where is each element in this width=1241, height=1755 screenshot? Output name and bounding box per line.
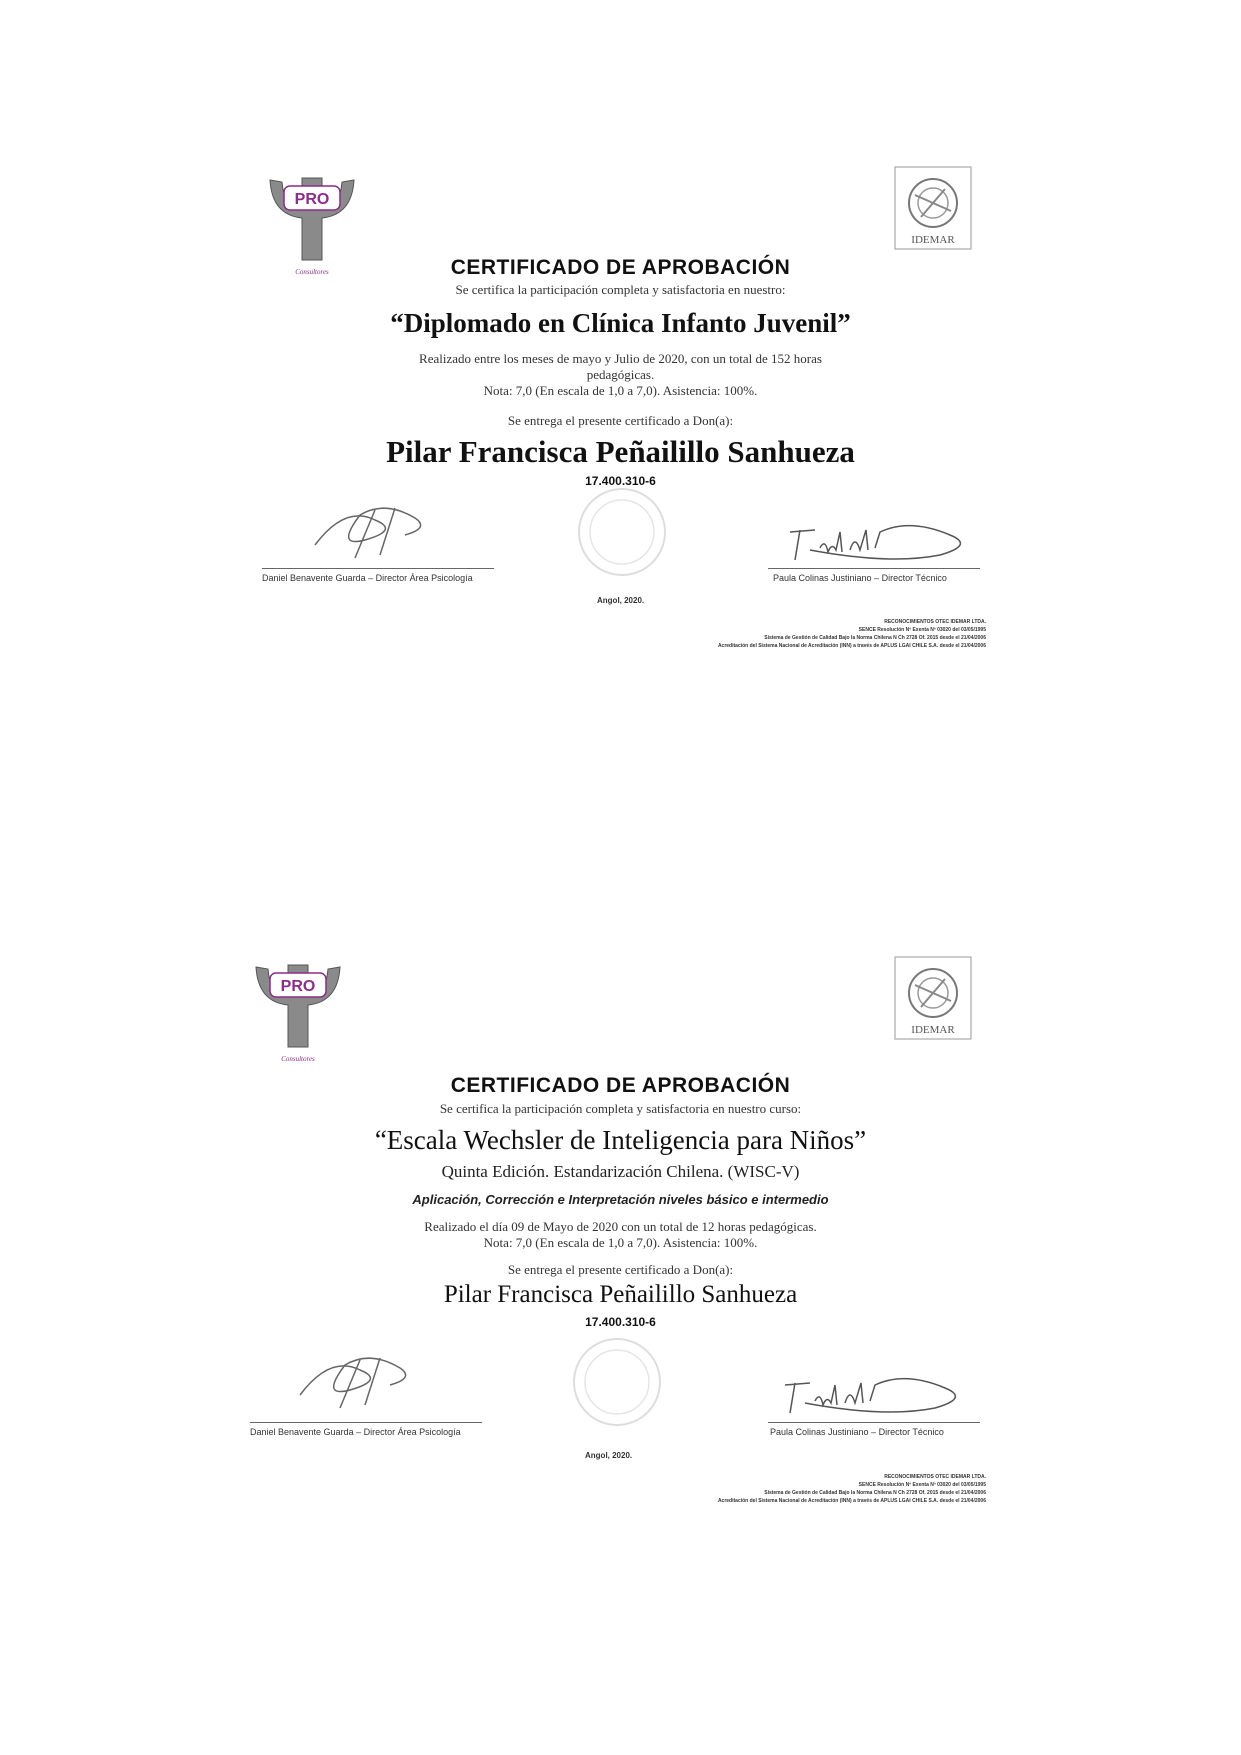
course-detail: Realizado el día 09 de Mayo de 2020 con un total de 12 horas pedagógicas. [424, 1219, 817, 1234]
accreditation-block [386, 1473, 986, 1505]
course-detail-cont: pedagógicas. [586, 367, 655, 382]
recipient-name: Pilar Francisca Peñailillo Sanhueza [386, 434, 855, 469]
accreditation-line: RECONOCIMIENTOS OTEC IDEMAR LTDA. [884, 619, 986, 625]
signer-right-label: Paula Colinas Justiniano – Director Técnico [770, 1427, 944, 1437]
faded-stamp [570, 1335, 664, 1429]
faded-stamp [575, 485, 669, 579]
svg-text:PRO: PRO [294, 191, 330, 208]
accreditation-line: Acreditación del Sistema Nacional de Acreditación (INN) a través de APLUS LGAI CHILE S.A. desde el 21/04/2006 [717, 1498, 986, 1504]
signature-left [305, 500, 445, 560]
recipient-rut: 17.400.310-6 [585, 1315, 656, 1329]
certificate-intro: Se certifica la participación completa y satisfactoria en nuestro: [455, 282, 786, 297]
signer-right-label: Paula Colinas Justiniano – Director Técnico [773, 573, 947, 583]
delivery-text: Se entrega el presente certificado a Don(a): [507, 413, 734, 428]
certificate-diplomado [0, 170, 1241, 740]
accreditation-line: Sistema de Gestión de Calidad Bajo la Norma Chilena N Ch 2728 Of. 2015 desde el 21/04/2006 [764, 635, 986, 641]
accreditation-line: Acreditación del Sistema Nacional de Acreditación (INN) a través de APLUS LGAI CHILE S.A. desde el 21/04/2006 [717, 643, 986, 649]
course-title: “Escala Wechsler de Inteligencia para Niños” [374, 1125, 867, 1155]
svg-text:Consultores: Consultores [295, 268, 329, 276]
place-date: Angol, 2020. [597, 596, 645, 605]
svg-text:PRO: PRO [280, 978, 316, 995]
recipient-rut: 17.400.310-6 [585, 474, 656, 488]
signer-left-label: Daniel Benavente Guarda – Director Área Psicología [250, 1427, 461, 1437]
grade-text: Nota: 7,0 (En escala de 1,0 a 7,0). Asistencia: 100%. [483, 1235, 758, 1250]
accreditation-line: Sistema de Gestión de Calidad Bajo la Norma Chilena N Ch 2728 Of. 2015 desde el 21/04/2006 [764, 1490, 986, 1496]
idemar-logo [893, 955, 973, 1055]
signature-line-left [250, 1422, 482, 1423]
place-date: Angol, 2020. [585, 1451, 633, 1460]
signature-right [770, 520, 980, 570]
signature-line-right [768, 1422, 980, 1423]
course-edition: Quinta Edición. Estandarización Chilena. (WISC-V) [441, 1162, 800, 1181]
signature-line-right [768, 568, 980, 569]
signature-line-left [262, 568, 494, 569]
signer-left-label: Daniel Benavente Guarda – Director Área Psicología [262, 573, 473, 583]
delivery-text: Se entrega el presente certificado a Don(a): [507, 1262, 734, 1277]
course-scope: Aplicación, Corrección e Interpretación niveles básico e intermedio [412, 1192, 829, 1207]
certificate-wisc [0, 965, 1241, 1565]
certificate-title: CERTIFICADO DE APROBACIÓN [450, 1074, 791, 1097]
grade-text: Nota: 7,0 (En escala de 1,0 a 7,0). Asistencia: 100%. [483, 383, 758, 398]
svg-text:IDEMAR: IDEMAR [911, 1024, 955, 1036]
signature-right [765, 1373, 975, 1423]
course-detail: Realizado entre los meses de mayo y Julio de 2020, con un total de 152 horas [419, 351, 822, 366]
signature-left [290, 1350, 430, 1410]
idemar-logo [893, 165, 973, 265]
certificate-intro: Se certifica la participación completa y satisfactoria en nuestro curso: [439, 1101, 802, 1116]
course-title: “Diplomado en Clínica Infanto Juvenil” [390, 308, 851, 338]
svg-text:Consultores: Consultores [281, 1055, 315, 1063]
accreditation-line: SENCE Resolución Nº Exenta Nº 03020 del 03/05/1995 [858, 627, 986, 633]
pro-consultores-logo [248, 957, 348, 1067]
accreditation-line: RECONOCIMIENTOS OTEC IDEMAR LTDA. [884, 1474, 986, 1480]
recipient-name: Pilar Francisca Peñailillo Sanhueza [443, 1281, 798, 1308]
accreditation-line: SENCE Resolución Nº Exenta Nº 03020 del 03/05/1995 [858, 1482, 986, 1488]
certificate-title: CERTIFICADO DE APROBACIÓN [450, 256, 791, 279]
svg-text:IDEMAR: IDEMAR [911, 234, 955, 246]
accreditation-block [386, 618, 986, 650]
